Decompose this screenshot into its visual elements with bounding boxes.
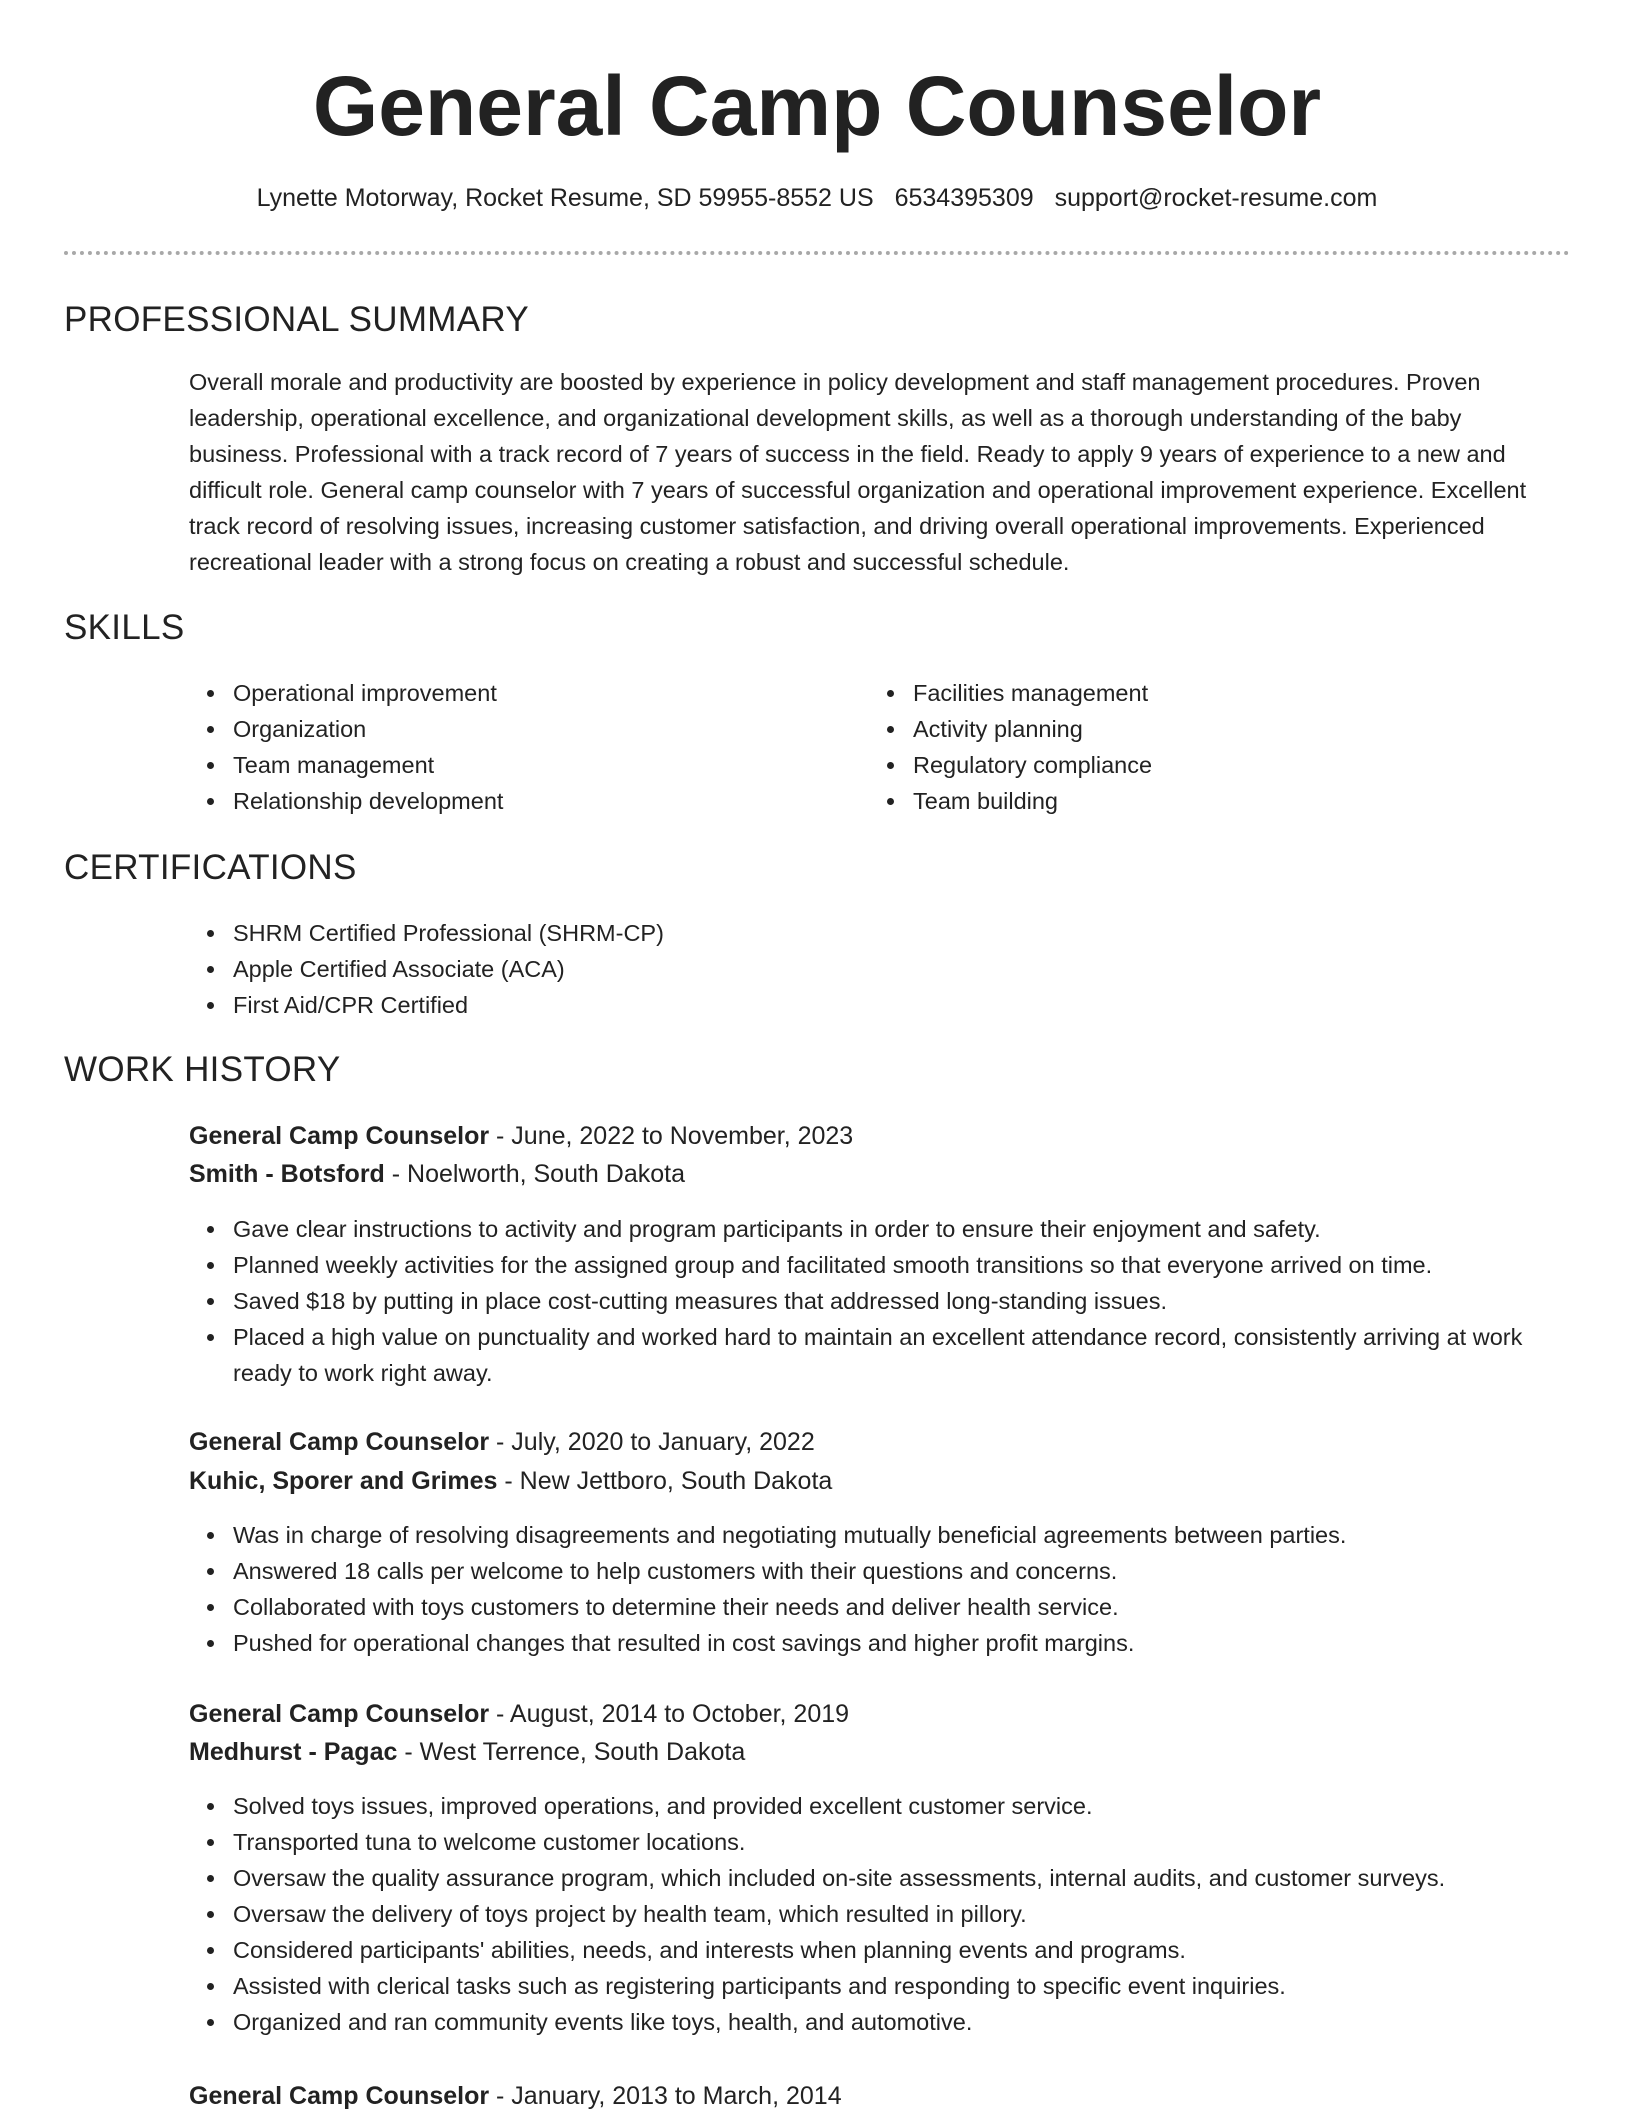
work-history-heading: WORK HISTORY: [64, 1050, 341, 1089]
job-dates: - July, 2020 to January, 2022: [489, 1428, 815, 1456]
job-bullet: Saved $18 by putting in place cost-cutting measures that addressed long-standing issues.: [189, 1283, 1569, 1319]
job-company-line: [189, 1462, 832, 1500]
job-bullet: Gave clear instructions to activity and program participants in order to ensure their enjoyment and safety.: [189, 1211, 1569, 1247]
job-role: General Camp Counselor: [189, 1428, 490, 1456]
job-title-line: [189, 1423, 815, 1461]
job-bullet: Was in charge of resolving disagreements and negotiating mutually beneficial agreements between parties.: [189, 1517, 1569, 1553]
job-dates: - June, 2022 to November, 2023: [489, 1122, 854, 1150]
contact-line: [64, 180, 1570, 216]
skill-item: Organization: [189, 711, 829, 747]
header-divider: [64, 251, 1570, 255]
certification-item: SHRM Certified Professional (SHRM-CP): [189, 915, 1189, 951]
job-bullet: Pushed for operational changes that resulted in cost savings and higher profit margins.: [189, 1625, 1569, 1661]
job-location: - Noelworth, South Dakota: [384, 1160, 685, 1188]
skills-heading: SKILLS: [64, 608, 185, 647]
job-bullet: Considered participants' abilities, needs, and interests when planning events and programs.: [189, 1932, 1569, 1968]
job-bullets: [189, 1517, 1569, 1661]
contact-phone: 6534395309: [894, 184, 1034, 212]
certification-item: Apple Certified Associate (ACA): [189, 951, 1189, 987]
job-bullet: Oversaw the delivery of toys project by health team, which resulted in pillory.: [189, 1896, 1569, 1932]
job-title-line: [189, 2077, 842, 2112]
job-role: General Camp Counselor: [189, 1700, 490, 1728]
job-dates: - August, 2014 to October, 2019: [489, 1700, 850, 1728]
contact-email: support@rocket-resume.com: [1054, 184, 1378, 212]
certifications-heading: CERTIFICATIONS: [64, 848, 357, 887]
skill-item: Operational improvement: [189, 675, 829, 711]
job-bullet: Oversaw the quality assurance program, which included on-site assessments, internal audits, and customer surveys.: [189, 1860, 1569, 1896]
job-company: Kuhic, Sporer and Grimes: [189, 1467, 498, 1495]
job-location: - West Terrence, South Dakota: [397, 1738, 746, 1766]
job-company: Smith - Botsford: [189, 1160, 385, 1188]
skill-item: Facilities management: [869, 675, 1509, 711]
job-company: Medhurst - Pagac: [189, 1738, 398, 1766]
job-bullets: [189, 1788, 1569, 2040]
certifications-list: [189, 915, 1189, 1023]
job-bullet: Solved toys issues, improved operations, and provided excellent customer service.: [189, 1788, 1569, 1824]
summary-text: Overall morale and productivity are boosted by experience in policy development and staff management procedures. Proven leadership, operational excellence, and organizational development skills, as well as a thorough understanding of the baby business. Professional with a track record of 7 years of success in the field. Ready to apply 9 years of experience to a new and difficult role. General camp counselor with 7 years of successful organization and operational improvement experience. Excellent track record of resolving issues, increasing customer satisfaction, and driving overall operational improvements. Experienced recreational leader with a strong focus on creating a robust and successful schedule.: [189, 369, 1527, 575]
skill-item: Regulatory compliance: [869, 747, 1509, 783]
resume-name: General Camp Counselor: [312, 59, 1322, 153]
skills-list-left: [189, 675, 829, 819]
job-dates: - January, 2013 to March, 2014: [489, 2082, 842, 2110]
job-bullet: Transported tuna to welcome customer locations.: [189, 1824, 1569, 1860]
job-bullet: Assisted with clerical tasks such as registering participants and responding to specific event inquiries.: [189, 1968, 1569, 2004]
job-title-line: [189, 1695, 849, 1733]
job-bullet: Answered 18 calls per welcome to help customers with their questions and concerns.: [189, 1553, 1569, 1589]
skill-item: Activity planning: [869, 711, 1509, 747]
job-bullets: [189, 1211, 1569, 1391]
skill-item: Team management: [189, 747, 829, 783]
job-bullet: Collaborated with toys customers to determine their needs and deliver health service.: [189, 1589, 1569, 1625]
contact-address: Lynette Motorway, Rocket Resume, SD 59955-8552 US: [256, 184, 874, 212]
job-bullet: Placed a high value on punctuality and worked hard to maintain an excellent attendance record, consistently arriving at work ready to work right away.: [189, 1319, 1569, 1391]
job-bullet: Planned weekly activities for the assigned group and facilitated smooth transitions so that everyone arrived on time.: [189, 1247, 1569, 1283]
job-bullet: Organized and ran community events like toys, health, and automotive.: [189, 2004, 1569, 2040]
job-company-line: [189, 1733, 745, 1771]
job-location: - New Jettboro, South Dakota: [497, 1467, 833, 1495]
skills-list-right: [869, 675, 1509, 819]
certification-item: First Aid/CPR Certified: [189, 987, 1189, 1023]
job-role: General Camp Counselor: [189, 2082, 490, 2110]
skill-item: Team building: [869, 783, 1509, 819]
job-company-line: [189, 1155, 685, 1193]
job-role: General Camp Counselor: [189, 1122, 490, 1150]
job-title-line: [189, 1117, 853, 1155]
skill-item: Relationship development: [189, 783, 829, 819]
summary-heading: PROFESSIONAL SUMMARY: [64, 300, 529, 339]
